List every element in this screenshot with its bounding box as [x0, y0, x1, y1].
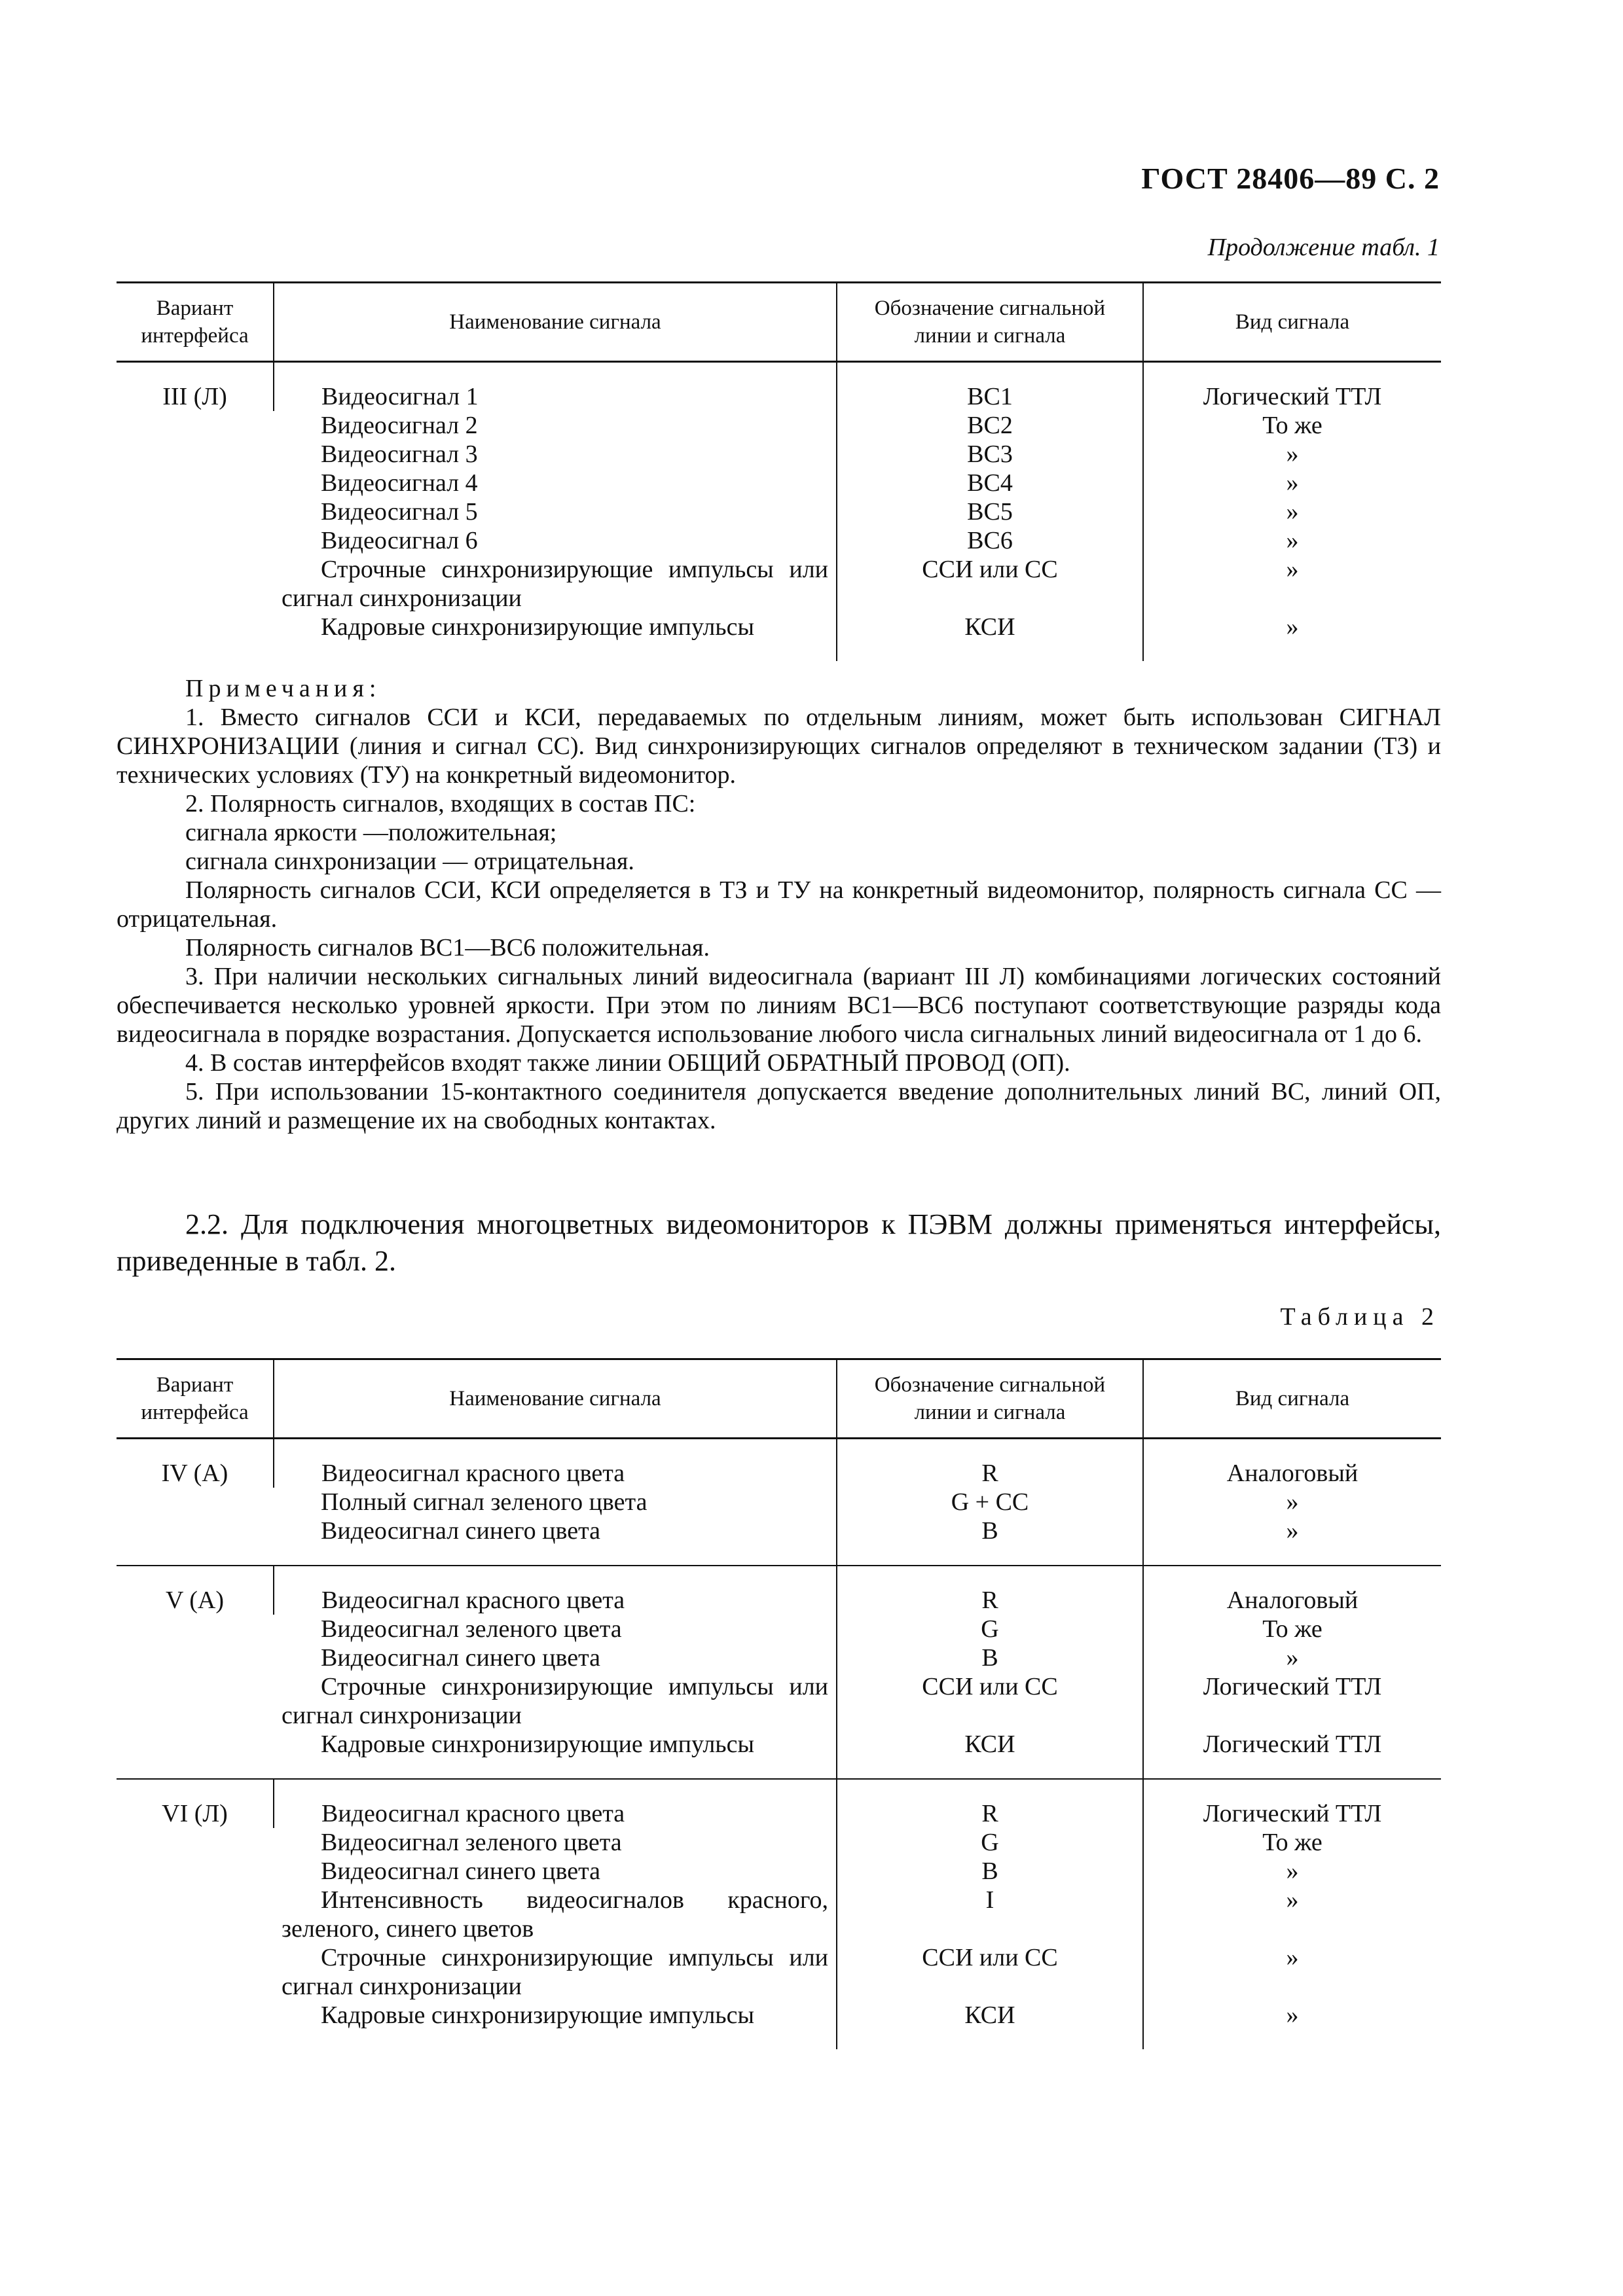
note-3: 3. При наличии нескольких сигнальных линий видеосигнала (вариант III Л) комбинациями логических состояний обеспечивается несколько уровней яркости. При этом по линиям ВС1—ВС6 поступают соответствующие разряды кода видеосигнала в порядке возрастания. Допускается использование любого числа сигнальных линий видеосигнала от 1 до 6. — [117, 963, 1441, 1048]
signal-code-cell: R — [837, 1779, 1143, 1828]
table-row — [117, 2001, 1441, 2049]
signal-code-cell: ССИ или СС — [837, 1672, 1143, 1730]
signal-code-cell: ВС5 — [837, 497, 1143, 526]
column-header-variant: Вариант интерфейса — [117, 1359, 274, 1439]
signal-kind-cell: Логический ТТЛ — [1143, 1672, 1441, 1730]
table-continuation-label: Продолжение табл. 1 — [1207, 234, 1440, 261]
signal-kind-cell: » — [1143, 555, 1441, 613]
signal-name-cell: Видеосигнал 3 — [321, 440, 478, 468]
table-header-row — [117, 1359, 1441, 1439]
table-row — [117, 1857, 1441, 1886]
signal-kind-cell: » — [1143, 1643, 1441, 1672]
note-5: 5. При использовании 15-контактного соединителя допускается введение дополнительных линий ВС, линий ОП, других линий и размещение их на свободных контактах. — [117, 1078, 1441, 1134]
signal-kind-cell: » — [1143, 440, 1441, 469]
table-row — [117, 1779, 1441, 1828]
section-2-2-paragraph: 2.2. Для подключения многоцветных видеомониторов к ПЭВМ должны применяться интерфейсы, приведенные в табл. 2. — [117, 1208, 1441, 1277]
table-1-body — [117, 362, 1441, 662]
signal-name-cell: Видеосигнал 2 — [321, 412, 478, 439]
signal-code-cell: R — [837, 1439, 1143, 1488]
signal-kind-cell: » — [1143, 1488, 1441, 1516]
table-row — [117, 526, 1441, 555]
table-row — [117, 1643, 1441, 1672]
signal-kind-cell: » — [1143, 1943, 1441, 2001]
signal-kind-cell: » — [1143, 1886, 1441, 1943]
table-row — [117, 555, 1441, 613]
signal-name-cell: Видеосигнал 4 — [321, 469, 478, 497]
signal-name-cell: Кадровые синхронизирующие импульсы — [321, 613, 755, 641]
signal-kind-cell: Логический ТТЛ — [1143, 1779, 1441, 1828]
signal-name-cell: Полный сигнал зеленого цвета — [321, 1488, 647, 1516]
table-row — [117, 1488, 1441, 1516]
column-header-kind: Вид сигнала — [1143, 1359, 1441, 1439]
table-1 — [117, 281, 1441, 661]
table-row — [117, 1730, 1441, 1779]
signal-name-cell: Видеосигнал синего цвета — [321, 1644, 601, 1672]
signal-code-cell: ВС2 — [837, 411, 1143, 440]
table-row — [117, 1439, 1441, 1488]
signal-name-cell: Кадровые синхронизирующие импульсы — [321, 1731, 755, 1758]
notes-title: Примечания: — [185, 675, 382, 702]
table-2-body — [117, 1439, 1441, 2050]
signal-name-cell: Видеосигнал синего цвета — [321, 1517, 601, 1545]
signal-name-cell: Видеосигнал красного цвета — [321, 1800, 625, 1827]
signal-code-cell: ВС1 — [837, 362, 1143, 412]
signal-code-cell: G + CC — [837, 1488, 1143, 1516]
column-header-code: Обозначение сигнальной линии и сигнала — [837, 1359, 1143, 1439]
interface-variant-cell: V (А) — [117, 1566, 274, 1779]
signal-code-cell: ССИ или СС — [837, 555, 1143, 613]
signal-kind-cell: То же — [1143, 411, 1441, 440]
signal-kind-cell: » — [1143, 526, 1441, 555]
table-row — [117, 1516, 1441, 1566]
signal-code-cell: КСИ — [837, 2001, 1143, 2049]
note-2: 2. Полярность сигналов, входящих в состав ПС: — [185, 790, 696, 817]
column-header-name: Наименование сигнала — [274, 1359, 837, 1439]
signal-code-cell: ВС3 — [837, 440, 1143, 469]
note-2-polarity-ssi: Полярность сигналов ССИ, КСИ определяется в ТЗ и ТУ на конкретный видеомонитор, полярность сигнала СС — отрицательная. — [117, 876, 1441, 933]
signal-name-cell: Видеосигнал 6 — [321, 527, 478, 554]
table-row — [117, 469, 1441, 497]
signal-name-cell: Строчные синхронизирующие импульсы или сигнал синхронизации — [282, 556, 828, 612]
column-header-code: Обозначение сигнальной линии и сигнала — [837, 283, 1143, 362]
signal-code-cell: R — [837, 1566, 1143, 1615]
signal-name-cell: Кадровые синхронизирующие импульсы — [321, 2001, 755, 2029]
interface-variant-cell: III (Л) — [162, 383, 227, 410]
table-row — [117, 1566, 1441, 1615]
signal-code-cell: КСИ — [837, 613, 1143, 661]
signal-code-cell: G — [837, 1615, 1143, 1643]
signal-name-cell: Видеосигнал 5 — [321, 498, 478, 526]
signal-code-cell: G — [837, 1828, 1143, 1857]
signal-kind-cell: То же — [1143, 1615, 1441, 1643]
signal-kind-cell: Аналоговый — [1143, 1566, 1441, 1615]
signal-name-cell: Видеосигнал зеленого цвета — [321, 1829, 622, 1856]
table-row — [117, 411, 1441, 440]
column-header-name: Наименование сигнала — [274, 283, 837, 362]
signal-kind-cell: Аналоговый — [1143, 1439, 1441, 1488]
table-row — [117, 1943, 1441, 2001]
table-row — [117, 1615, 1441, 1643]
table-row — [117, 440, 1441, 469]
signal-kind-cell: » — [1143, 613, 1441, 661]
page-header: ГОСТ 28406—89 С. 2 — [1141, 162, 1440, 195]
signal-name-cell: Видеосигнал синего цвета — [321, 1857, 601, 1885]
interface-variant-cell: VI (Л) — [162, 1800, 228, 1827]
signal-code-cell: ССИ или СС — [837, 1943, 1143, 2001]
signal-kind-cell: » — [1143, 1516, 1441, 1566]
column-header-variant: Вариант интерфейса — [117, 283, 274, 362]
signal-kind-cell: » — [1143, 469, 1441, 497]
note-2-polarity-vs: Полярность сигналов ВС1—ВС6 положительная. — [185, 934, 710, 961]
note-2-sync: сигнала синхронизации — отрицательная. — [185, 848, 634, 875]
notes-block — [117, 674, 1441, 1135]
table-row — [117, 1828, 1441, 1857]
signal-code-cell: B — [837, 1516, 1143, 1566]
signal-kind-cell: То же — [1143, 1828, 1441, 1857]
signal-kind-cell: Логический ТТЛ — [1143, 1730, 1441, 1779]
signal-name-cell: Видеосигнал зеленого цвета — [321, 1615, 622, 1643]
column-header-kind: Вид сигнала — [1143, 283, 1441, 362]
interface-variant-cell: IV (А) — [117, 1439, 274, 1566]
signal-name-cell: Строчные синхронизирующие импульсы или сигнал синхронизации — [282, 1944, 828, 2000]
signal-code-cell: B — [837, 1643, 1143, 1672]
signal-name-cell: Видеосигнал красного цвета — [321, 1460, 625, 1487]
table-row — [117, 497, 1441, 526]
table-header-row — [117, 283, 1441, 362]
table-row — [117, 1672, 1441, 1730]
signal-code-cell: B — [837, 1857, 1143, 1886]
signal-name-cell: Интенсивность видеосигналов красного, зеленого, синего цветов — [282, 1886, 828, 1943]
table-row — [117, 362, 1441, 412]
table-row — [117, 613, 1441, 661]
signal-code-cell: I — [837, 1886, 1143, 1943]
table-2-caption: Таблица 2 — [1280, 1303, 1440, 1331]
signal-code-cell: ВС6 — [837, 526, 1143, 555]
signal-code-cell: КСИ — [837, 1730, 1143, 1779]
signal-kind-cell: » — [1143, 497, 1441, 526]
note-4: 4. В состав интерфейсов входят также линии ОБЩИЙ ОБРАТНЫЙ ПРОВОД (ОП). — [185, 1049, 1070, 1077]
signal-kind-cell: » — [1143, 1857, 1441, 1886]
signal-name-cell: Видеосигнал 1 — [321, 383, 479, 410]
table-2 — [117, 1358, 1441, 2049]
note-2-brightness: сигнала яркости —положительная; — [185, 819, 557, 846]
signal-name-cell: Строчные синхронизирующие импульсы или сигнал синхронизации — [282, 1673, 828, 1729]
signal-kind-cell: Логический ТТЛ — [1143, 362, 1441, 412]
table-row — [117, 1886, 1441, 1943]
signal-kind-cell: » — [1143, 2001, 1441, 2049]
signal-name-cell: Видеосигнал красного цвета — [321, 1587, 625, 1614]
note-1: 1. Вместо сигналов ССИ и КСИ, передаваемых по отдельным линиям, может быть использован СИГНАЛ СИНХРОНИЗАЦИИ (линия и сигнал СС). Вид синхронизирующих сигналов определяют в техническом задании (ТЗ) и технических условиях (ТУ) на конкретный видеомонитор. — [117, 704, 1441, 789]
signal-code-cell: ВС4 — [837, 469, 1143, 497]
